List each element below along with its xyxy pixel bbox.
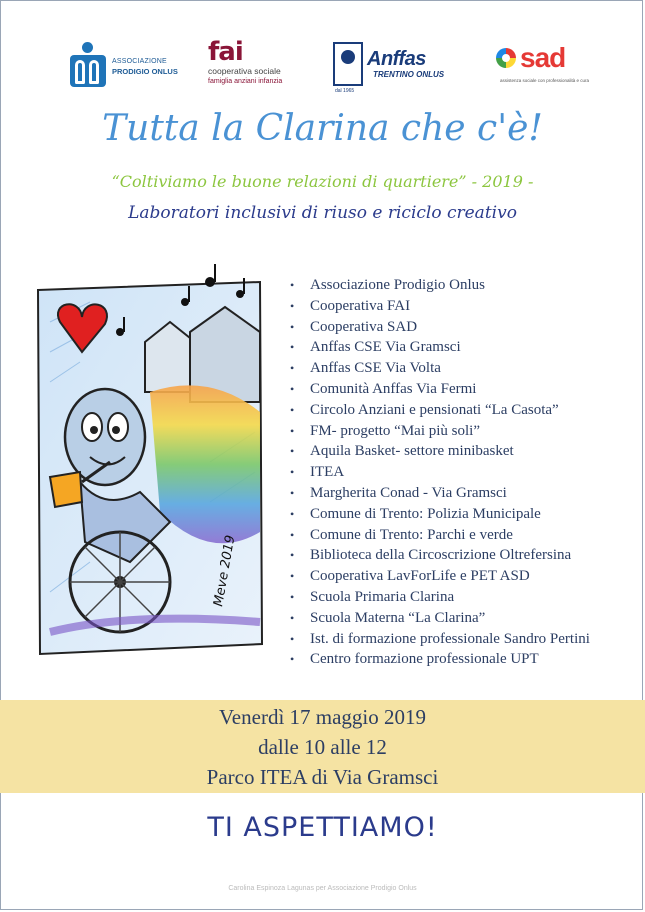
partner-item: • Comunità Anffas Via Fermi — [290, 379, 590, 400]
workshop-subtitle: Laboratori inclusivi di riuso e riciclo creativo — [128, 203, 517, 223]
partner-item: • ITEA — [290, 462, 590, 483]
anffas-wordmark: Anffas — [367, 48, 426, 70]
call-to-action: TI ASPETTIAMO! — [207, 812, 438, 843]
illustration-signature: Meve 2019 — [211, 534, 239, 608]
fai-line1: cooperativa sociale — [208, 66, 281, 76]
anffas-subtitle: TRENTINO ONLUS — [373, 70, 445, 79]
anffas-emblem-icon — [333, 42, 363, 86]
partner-item: • Biblioteca della Circoscrizione Oltrefersina — [290, 545, 590, 566]
fai-logo — [208, 38, 300, 96]
fai-wordmark: fai — [208, 37, 243, 67]
wheelchair-illustration — [10, 262, 280, 662]
partner-item: • Anffas CSE Via Gramsci — [290, 337, 590, 358]
sad-logo — [494, 38, 594, 96]
partner-item: • Circolo Anziani e pensionati “La Casota” — [290, 400, 590, 421]
fai-line2: famiglia anziani infanzia — [208, 78, 283, 85]
page-title: Tutta la Clarina che c'è! — [102, 108, 543, 149]
anffas-since: dal 1965 — [335, 88, 355, 94]
credit-line: Carolina Espinoza Lagunas per Associazione Prodigio Onlus — [228, 885, 417, 892]
sad-wordmark: sad — [520, 42, 566, 73]
page-subtitle: “Coltiviamo le buone relazioni di quartiere” - 2019 - — [111, 172, 534, 191]
partner-item: • Ist. di formazione professionale Sandro Pertini — [290, 629, 590, 650]
sad-ring-icon — [496, 48, 516, 68]
partner-item: • Comune di Trento: Parchi e verde — [290, 525, 590, 546]
partner-item: • Aquila Basket- settore minibasket — [290, 441, 590, 462]
partner-item: • Cooperativa SAD — [290, 317, 590, 338]
partner-item: • Scuola Primaria Clarina — [290, 587, 590, 608]
partner-item: • Comune di Trento: Polizia Municipale — [290, 504, 590, 525]
event-place: Parco ITEA di Via Gramsci — [206, 765, 439, 789]
prodigio-logo-text — [112, 57, 178, 77]
prodigio-mark-icon — [68, 42, 108, 92]
anffas-logo — [333, 38, 451, 96]
partner-item: • FM- progetto “Mai più soli” — [290, 421, 590, 442]
prodigio-line1: ASSOCIAZIONE — [112, 58, 167, 65]
partner-item: • Scuola Materna “La Clarina” — [290, 608, 590, 629]
partner-item: • Associazione Prodigio Onlus — [290, 275, 590, 296]
prodigio-logo — [68, 38, 178, 96]
partner-item: • Margherita Conad - Via Gramsci — [290, 483, 590, 504]
event-time: dalle 10 alle 12 — [258, 735, 387, 759]
prodigio-line2: PRODIGIO ONLUS — [112, 67, 178, 76]
partner-item: • Cooperativa LavForLife e PET ASD — [290, 566, 590, 587]
partner-item: • Cooperativa FAI — [290, 296, 590, 317]
event-date: Venerdì 17 maggio 2019 — [218, 705, 427, 729]
partner-item: • Centro formazione professionale UPT — [290, 649, 590, 670]
partner-item: • Anffas CSE Via Volta — [290, 358, 590, 379]
partner-list — [290, 275, 590, 670]
sad-tagline: assistenza sociale con professionalità e cura — [500, 78, 590, 83]
